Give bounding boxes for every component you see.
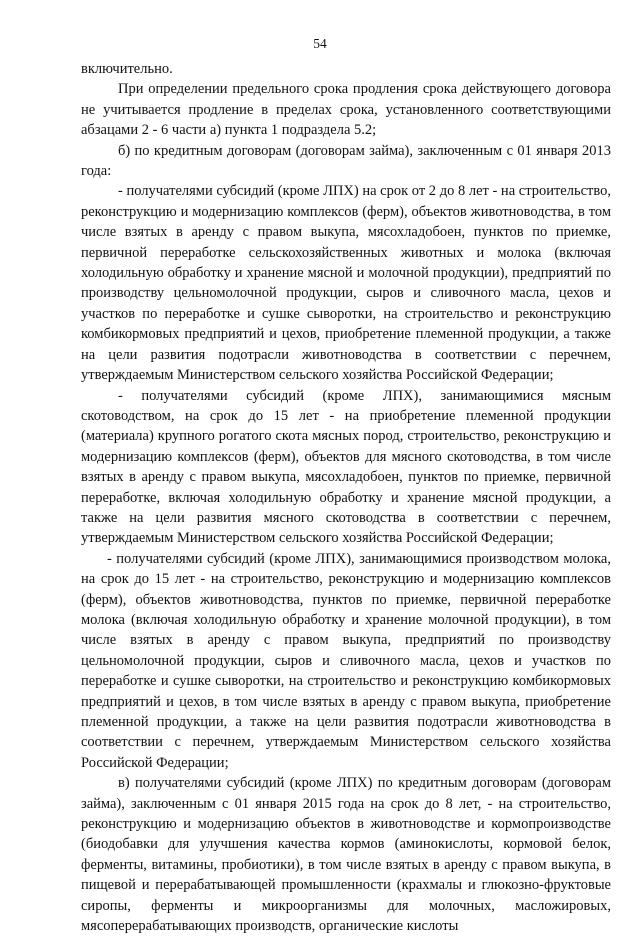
page-number: 54 — [313, 36, 327, 51]
paragraph-continuation: включительно. — [81, 61, 173, 77]
paragraph-bullet-beef-cattle: - получателями субсидий (кроме ЛПХ), занимающимися мясным скотоводством, на срок до 15 лет - на приобретение племенной продукции (материала) крупного рогатого скота мясных пород, строительство, реконструкцию и модернизацию комплексов (ферм), объектов для мясного скотоводства, в том числе взятых в аренду с правом выкупа, мясохладобоен, пунктов по приемке, первичной переработке, включая холодильную обработку и хранение мясной продукции, а также на цели развития мясного скотоводства в соответствии с перечнем, утверждаемым Министерством сельского хозяйства Российской Федерации; — [81, 387, 611, 547]
document-body — [81, 59, 611, 936]
paragraph-bullet-livestock: - получателями субсидий (кроме ЛПХ) на срок от 2 до 8 лет - на строительство, реконструкцию и модернизацию комплексов (ферм), объектов животноводства, в том числе взятых в аренду с правом выкупа, мясохладобоен, пунктов по приемке, первичной переработке сельскохозяйственных животных и молока (включая холодильную обработку и хранение мясной и молочной продукции), предприятий по производству цельномолочной продукции, сыров и сливочного масла, цехов и участков по переработке и сушке сыворотки, на строительство и реконструкцию комбикормовых предприятий и цехов, приобретение племенной продукции, а также на цели развития подотрасли животноводства в соответствии с перечнем, утверждаемым Министерством сельского хозяйства Российской Федерации; — [81, 183, 611, 384]
paragraph-bullet-milk-production: - получателями субсидий (кроме ЛПХ), занимающимися производством молока, на срок до 15 лет - на строительство, реконструкцию и модернизацию комплексов (ферм), объектов животноводства, пунктов по приемке, первичной переработке молока (включая холодильную обработку и хранение молочной продукции), в том числе взятых в аренду с правом выкупа, предприятий по производству цельномолочной продукции, сыров и сливочного масла, цехов и участков по переработке и сушке сыворотки, на строительство и реконструкцию комбикормовых предприятий и цехов, в том числе взятых в аренду с правом выкупа, приобретение племенной продукции, а также на цели развития подотрасли животноводства в соответствии с перечнем, утверждаемым Министерством сельского хозяйства Российской Федерации; — [81, 550, 611, 771]
paragraph-extension-rule: При определении предельного срока продления срока действующего договора не учитывается продление в пределах срока, установленного соответствующими абзацами 2 - 6 части а) пункта 1 подраздела 5.2; — [81, 81, 611, 139]
paragraph-item-v: в) получателями субсидий (кроме ЛПХ) по кредитным договорам (договорам займа), заключенным с 01 января 2015 года на срок до 8 лет, - на строительство, реконструкцию и модернизацию объектов в животноводстве и кормопроизводстве (биодобавки для улучшения качества кормов (аминокислоты, кормовой белок, ферменты, витамины, пробиотики), в том числе взятых в аренду с правом выкупа, в пищевой и перерабатывающей промышленности (крахмалы и глюкозно-фруктовые сиропы, ферменты и микроорганизмы для молочных, масложировых, мясоперерабатывающих производств, органические кислоты — [81, 775, 611, 935]
paragraph-item-b: б) по кредитным договорам (договорам займа), заключенным с 01 января 2013 года: — [81, 142, 611, 180]
